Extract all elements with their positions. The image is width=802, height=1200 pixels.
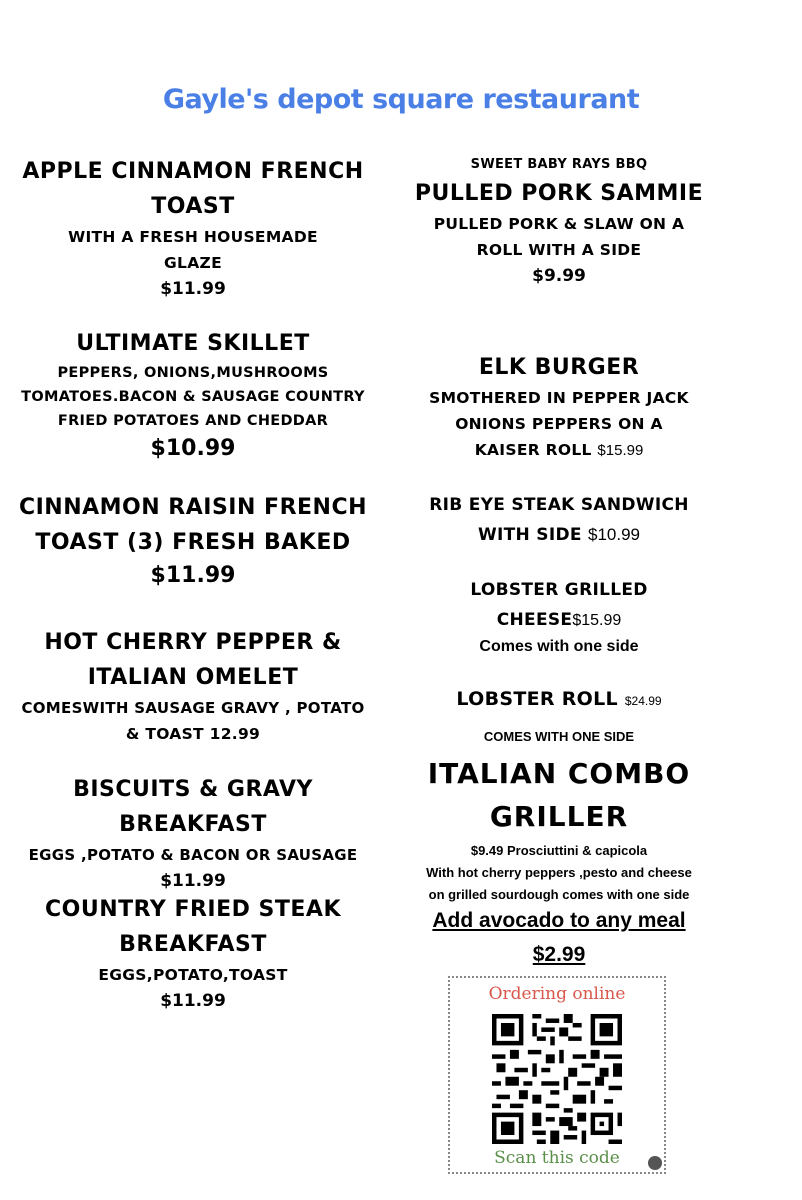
item-description: EGGS ,POTATO & BACON OR SAUSAGE [28, 846, 358, 864]
item-name: COUNTRY FRIED STEAK [44, 897, 341, 922]
item-price: $24.99 [624, 694, 662, 708]
menu-item-country-fried-steak [0, 892, 386, 1014]
menu-item-italian-combo-griller [404, 752, 714, 906]
item-price: $10.99 [150, 436, 236, 461]
item-price: $15.99 [572, 612, 622, 629]
item-name: PULLED PORK SAMMIE [414, 181, 704, 206]
menu-item-hot-cherry-pepper-omelet [0, 625, 386, 747]
item-name: LOBSTER ROLL [456, 688, 618, 710]
qr-code-card[interactable] [448, 976, 666, 1174]
item-name: BREAKFAST [119, 932, 267, 957]
qr-top-text: Ordering online [488, 984, 626, 1004]
item-name-with-price [404, 605, 714, 636]
item-name: BISCUITS & GRAVY [73, 777, 313, 802]
item-price: $11.99 [160, 991, 226, 1011]
item-name: BREAKFAST [119, 812, 267, 837]
item-description: $9.49 Prosciuttini & capicola [470, 843, 648, 858]
item-price: $10.99 [588, 525, 641, 544]
qr-bottom-text: Scan this code [494, 1148, 620, 1168]
item-name: LOBSTER GRILLED [470, 580, 648, 600]
item-description: ONIONS PEPPERS ON A [455, 415, 663, 433]
item-name: TOAST (3) FRESH BAKED [35, 530, 351, 555]
item-name: HOT CHERRY PEPPER & [44, 630, 342, 655]
badge-icon [648, 1156, 662, 1170]
item-description: With hot cherry peppers ,pesto and cheese [426, 865, 692, 880]
item-name: APPLE CINNAMON FRENCH [22, 159, 364, 184]
item-name: WITH SIDE [477, 525, 582, 545]
item-description-with-price [404, 437, 714, 464]
addon-text: Add avocado to any meal [432, 909, 686, 932]
item-note: COMES WITH ONE SIDE [483, 729, 635, 744]
item-price: $11.99 [150, 563, 236, 588]
item-name: RIB EYE STEAK SANDWICH [429, 495, 689, 515]
avocado-addon [404, 904, 714, 972]
item-name: CHEESE [496, 610, 573, 630]
item-description: WITH A FRESH HOUSEMADE [68, 228, 318, 246]
item-description: EGGS,POTATO,TOAST [98, 966, 288, 984]
qr-code-icon[interactable] [486, 1014, 628, 1144]
item-brand: SWEET BABY RAYS BBQ [470, 157, 648, 172]
item-description: FRIED POTATOES AND CHEDDAR [57, 413, 329, 429]
item-description: SMOTHERED IN PEPPER JACK [429, 389, 689, 407]
item-name: ITALIAN COMBO [427, 757, 691, 790]
item-price: $11.99 [160, 871, 226, 891]
item-description: TOMATOES.BACON & SAUSAGE COUNTRY [21, 389, 365, 405]
item-price: $9.99 [532, 266, 586, 286]
item-name: ULTIMATE SKILLET [76, 331, 310, 356]
item-name: TOAST [151, 194, 235, 219]
menu-item-cinnamon-raisin-french-toast [0, 490, 386, 592]
menu-item-ultimate-skillet [0, 326, 386, 465]
item-name-with-price [404, 684, 714, 716]
item-description: GLAZE [164, 254, 222, 272]
item-description: PULLED PORK & SLAW ON A [433, 215, 685, 233]
menu-item-rib-eye-steak-sandwich [404, 490, 714, 550]
item-name-with-price [404, 520, 714, 550]
item-description: on grilled sourdough comes with one side [428, 887, 690, 902]
menu-item-lobster-roll [404, 684, 714, 748]
menu-item-elk-burger [404, 350, 714, 464]
menu-item-lobster-grilled-cheese [404, 575, 714, 658]
menu-item-apple-cinnamon-french-toast [0, 154, 386, 302]
item-description: KAISER ROLL [474, 441, 592, 459]
item-note: Comes with one side [479, 638, 639, 655]
menu-item-biscuits-gravy [0, 772, 386, 894]
item-price: $11.99 [160, 279, 226, 299]
item-description: & TOAST 12.99 [125, 725, 261, 743]
item-name: CINNAMON RAISIN FRENCH [18, 495, 368, 520]
item-description: ROLL WITH A SIDE [476, 241, 642, 259]
item-name: ELK BURGER [478, 355, 640, 380]
item-name: GRILLER [489, 800, 629, 833]
menu-item-pulled-pork-sammie [404, 154, 714, 289]
item-description: COMESWITH SAUSAGE GRAVY , POTATO [21, 699, 365, 717]
addon-price: $2.99 [532, 943, 586, 966]
item-price: $15.99 [597, 442, 644, 459]
restaurant-name: Gayle's depot square restaurant [162, 84, 640, 115]
item-description: PEPPERS, ONIONS,MUSHROOMS [57, 365, 329, 381]
item-name: ITALIAN OMELET [87, 665, 299, 690]
